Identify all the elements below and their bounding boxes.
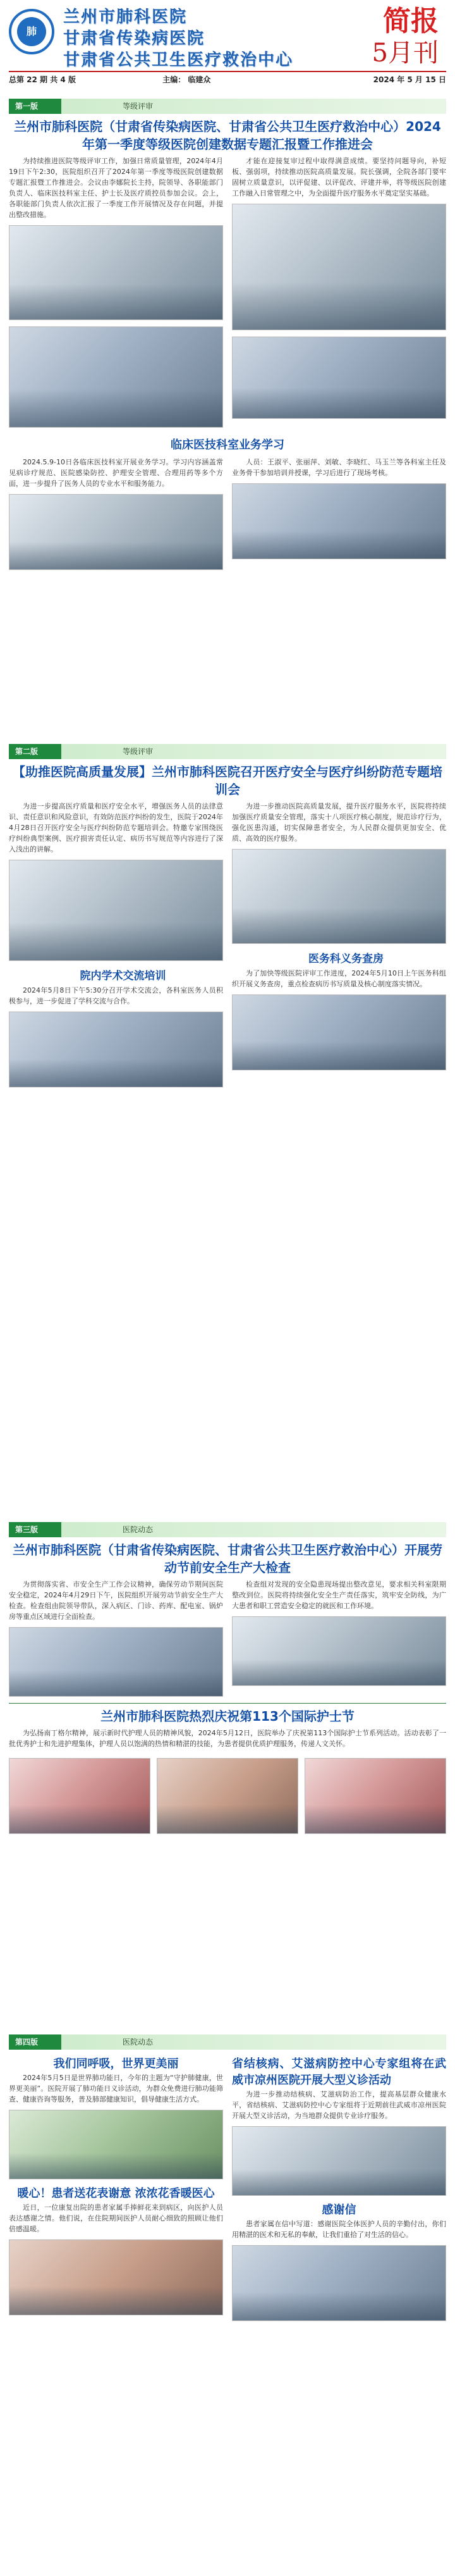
nurse-photo-row bbox=[0, 1754, 455, 1838]
subarticle-body bbox=[0, 454, 455, 573]
exchange-photo bbox=[9, 1012, 223, 1087]
full-column bbox=[9, 1728, 446, 1752]
left-column bbox=[9, 801, 223, 1087]
hospital-name-1: 兰州市肺科医院 bbox=[63, 8, 188, 27]
section-number: 第二版 bbox=[15, 747, 39, 756]
section-number: 第一版 bbox=[15, 102, 39, 111]
brand-title: 简报 bbox=[383, 5, 439, 37]
article-body bbox=[0, 1725, 455, 1754]
left-column bbox=[9, 2056, 223, 2321]
section-category: 医院动态 bbox=[123, 2038, 154, 2047]
article-paragraph: 为了加快等级医院评审工作进度，2024年5月10日上午医务科组织开展义务查房，重点检查病历书写质量及核心制度落实情况。 bbox=[232, 969, 446, 989]
article-paragraph: 为持续推进医院等级评审工作，加强日常质量管理，2024年4月19日下午2:30，医院组织召开了2024年第一季度等级医院创建数据专题汇报暨工作推进会。会议由李娜院长主持，院领导、各职能部门负责人、临床医技科室主任、护士长及医疗质控员参加会议。会上，各职能部门负责人依次汇报了一季度工作开展情况及存在问题，并提出整改措施。 bbox=[9, 157, 223, 220]
subtitle: 医务科义务查房 bbox=[308, 953, 384, 966]
meeting-photo bbox=[232, 204, 446, 330]
article-paragraph: 人员：王淑平、张丽萍、刘敏、李晓红、马玉兰等各科室主任及业务骨干参加培训并授课，学习后进行了现场考核。 bbox=[232, 458, 446, 478]
section-number: 第四版 bbox=[15, 2038, 39, 2047]
section-number: 第三版 bbox=[15, 1525, 39, 1534]
article-paragraph: 为贯彻落实省、市安全生产工作会议精神，确保劳动节期间医院安全稳定，2024年4月29日下午，医院组织开展劳动节前安全生产大检查。检查组由院领导带队，深入病区、门诊、药库、配电室、锅炉房等重点区域进行全面检查。 bbox=[9, 1580, 223, 1621]
letter-photo bbox=[232, 2245, 446, 2321]
article-columns bbox=[0, 2053, 455, 2324]
section-2 bbox=[0, 740, 455, 1518]
left-column bbox=[9, 1579, 223, 1697]
article-paragraph: 2024年5月8日下午5:30分召开学术交流会，各科室医务人员积极参与，进一步促进了学科交流与合作。 bbox=[9, 986, 223, 1006]
article-body bbox=[0, 153, 455, 430]
logo-glyph: 肺 bbox=[17, 17, 46, 46]
hospital-name-3: 甘肃省公共卫生医疗救治中心 bbox=[63, 51, 294, 70]
article-paragraph: 2024.5.9-10日各临床医技科室开展业务学习。学习内容涵盖常见病诊疗规范、医院感染防控、护理安全管理、合理用药等多个方面，进一步提升了医务人员的专业水平和服务能力。 bbox=[9, 458, 223, 488]
brand-block bbox=[372, 5, 439, 68]
section-4 bbox=[0, 2031, 455, 2576]
section-2-header bbox=[9, 744, 446, 759]
section-3 bbox=[0, 1518, 455, 2037]
article-title: 兰州市肺科医院热烈庆祝第113个国际护士节 bbox=[100, 1709, 355, 1725]
article-paragraph: 才能在迎接复审过程中取得满意成绩。要坚持问题导向，补短板、强弱项，持续推动医院高质量发展。院长强调，全院各部门要牢固树立质量意识，以评促建、以评促改、评建并举，将等级医院创建工作融入日常管理之中，为全面提升医疗服务水平奠定坚实基础。 bbox=[232, 157, 446, 198]
section-3-header bbox=[9, 1522, 446, 1537]
section-category: 等级评审 bbox=[123, 102, 154, 111]
left-column bbox=[9, 457, 223, 570]
nurse-day-photo bbox=[9, 1758, 150, 1834]
article-paragraph: 为进一步推动医院高质量发展，提升医疗服务水平，医院将持续加强医疗质量安全管理，落实十八项医疗核心制度，规范诊疗行为，强化医患沟通，切实保障患者安全，为人民群众提供更加安全、优质、高效的医疗服务。 bbox=[232, 802, 446, 843]
section-4-header bbox=[9, 2034, 446, 2050]
nurse-day-photo bbox=[305, 1758, 446, 1834]
training-photo bbox=[9, 494, 223, 570]
article-body bbox=[0, 798, 455, 1090]
article-paragraph: 患者家属在信中写道：感谢医院全体医护人员的辛勤付出，你们用精湛的医术和无私的奉献，让我们重拾了对生活的信心。 bbox=[232, 2220, 446, 2239]
inspection-photo bbox=[232, 1616, 446, 1686]
article-title: 感谢信 bbox=[322, 2203, 356, 2217]
subtitle: 临床医技科室业务学习 bbox=[171, 438, 284, 452]
article-title: 兰州市肺科医院（甘肃省传染病医院、甘肃省公共卫生医疗救治中心）开展劳动节前安全生产大检查 bbox=[13, 1542, 442, 1575]
article-title: 暖心！患者送花表谢意 浓浓花香暖医心 bbox=[17, 2187, 215, 2201]
training-photo bbox=[232, 849, 446, 944]
right-column bbox=[232, 156, 446, 428]
nurse-day-photo bbox=[157, 1758, 298, 1834]
clinic-photo bbox=[232, 2126, 446, 2196]
ward-round-photo bbox=[232, 994, 446, 1070]
masthead-info-bar bbox=[9, 71, 446, 86]
editor: 主编： 临建众 bbox=[162, 75, 211, 84]
article-paragraph: 检查组对发现的安全隐患现场提出整改意见，要求相关科室限期整改到位。医院将持续强化安全生产责任落实，筑牢安全防线，为广大患者和职工营造安全稳定的就医和工作环境。 bbox=[232, 1580, 446, 1611]
total-issue: 总第 22 期 共 4 版 bbox=[9, 75, 76, 84]
subtitle: 院内学术交流培训 bbox=[80, 970, 166, 983]
hospital-names bbox=[63, 6, 293, 71]
masthead bbox=[0, 0, 455, 95]
article-paragraph: 近日，一位康复出院的患者家属手捧鲜花来到病区，向医护人员表达感谢之情。他们说，在住院期间医护人员耐心细致的照顾让他们倍感温暖。 bbox=[9, 2203, 223, 2234]
issue-label: 5月刊 bbox=[372, 39, 439, 68]
section-divider bbox=[9, 1703, 446, 1704]
article-paragraph: 为弘扬南丁格尔精神，展示新时代护理人员的精神风貌，2024年5月12日，医院举办了庆祝第113个国际护士节系列活动。活动表彰了一批优秀护士和先进护理集体，护理人员以饱满的热情和精湛的技能，为患者提供优质护理服务，传递人文关怀。 bbox=[9, 1729, 446, 1749]
section-1-header bbox=[9, 99, 446, 114]
meeting-photo bbox=[9, 326, 223, 428]
left-column bbox=[9, 156, 223, 428]
training-photo bbox=[9, 860, 223, 961]
article-paragraph: 为进一步提高医疗质量和医疗安全水平，增强医务人员的法律意识、责任意识和风险意识，有效防范医疗纠纷的发生，医院于2024年4月28日召开医疗安全与医疗纠纷防范专题培训会。特邀专家围绕医疗纠纷典型案例、医疗损害责任认定、病历书写规范等内容进行了深入浅出的讲解。 bbox=[9, 802, 223, 854]
meeting-photo bbox=[9, 225, 223, 320]
flowers-photo bbox=[9, 2239, 223, 2315]
meeting-photo bbox=[232, 337, 446, 419]
hospital-logo bbox=[9, 9, 54, 54]
article-title: 我们同呼吸，世界更美丽 bbox=[53, 2057, 179, 2071]
event-photo bbox=[9, 2110, 223, 2179]
article-title: 【助推医院高质量发展】兰州市肺科医院召开医疗安全与医疗纠纷防范专题培训会 bbox=[13, 764, 442, 797]
publish-date: 2024 年 5 月 15 日 bbox=[373, 75, 446, 84]
right-column bbox=[232, 2056, 446, 2321]
article-title: 兰州市肺科医院（甘肃省传染病医院、甘肃省公共卫生医疗救治中心）2024年第一季度等级医院创建数据专题汇报暨工作推进会 bbox=[14, 119, 441, 152]
section-category: 等级评审 bbox=[123, 747, 154, 756]
hospital-name-2: 甘肃省传染病医院 bbox=[63, 29, 205, 48]
right-column bbox=[232, 457, 446, 570]
section-1 bbox=[0, 95, 455, 759]
article-paragraph: 2024年5月5日是世界肺功能日，今年的主题为“守护肺健康，世界更美丽”。医院开展了肺功能日义诊活动，为群众免费进行肺功能筛查、健康咨询等服务，普及肺部健康知识，倡导健康生活方式。 bbox=[9, 2074, 223, 2104]
section-category: 医院动态 bbox=[123, 1525, 154, 1534]
right-column bbox=[232, 801, 446, 1087]
article-paragraph: 为进一步推动结核病、艾滋病防治工作，提高基层群众健康水平，省结核病、艾滋病防控中心专家组将于近期前往武威市凉州医院开展大型义诊活动，为当地群众提供专业诊疗服务。 bbox=[232, 2090, 446, 2121]
inspection-photo bbox=[9, 1627, 223, 1697]
right-column bbox=[232, 1579, 446, 1697]
article-body bbox=[0, 1576, 455, 1699]
article-title: 省结核病、艾滋病防控中心专家组将在武威市凉州医院开展大型义诊活动 bbox=[232, 2057, 446, 2087]
training-photo bbox=[232, 483, 446, 559]
